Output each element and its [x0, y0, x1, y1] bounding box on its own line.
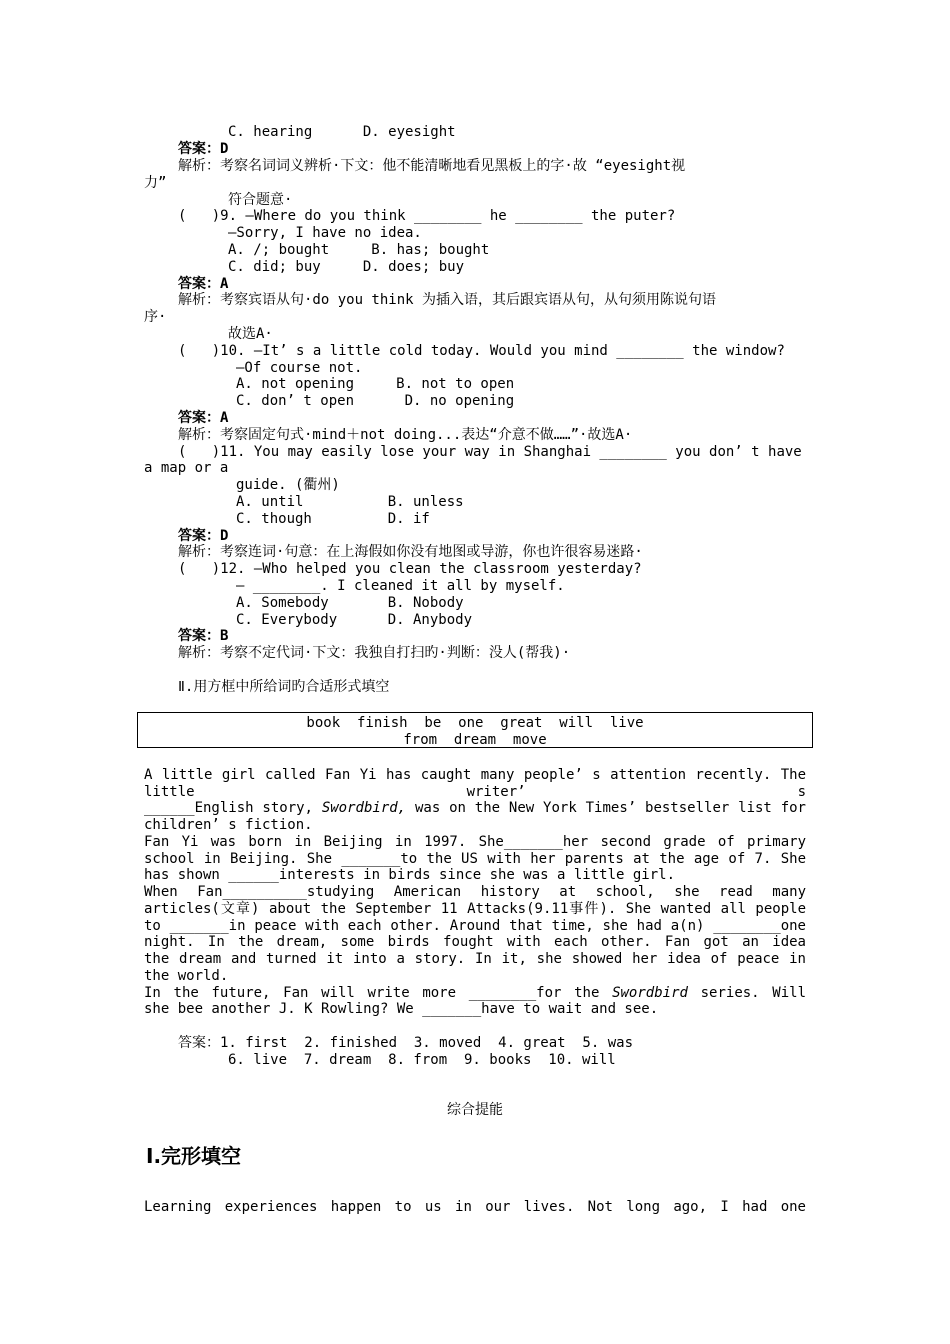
lines-line-18: 答案：A	[178, 410, 229, 426]
lines-line-26: 解析：考察连词·句意：在上海假如你没有地图或导游，你也许很容易迷路·	[178, 544, 643, 560]
lines-line-31: 答案：B	[178, 628, 229, 644]
lines-line-30: C. Everybody D. Anybody	[236, 612, 473, 628]
passage-line-11: the dream and turned it into a story. In it, she showed her idea of peace in	[144, 951, 806, 967]
lines-line-15: —Of course not.	[236, 360, 363, 376]
lines-line-5: 符合题意·	[228, 192, 293, 208]
lines-line-27: ( )12. —Who helped you clean the classroom yesterday?	[178, 561, 642, 577]
word-box	[137, 712, 813, 748]
lines-line-20: ( )11. You may easily lose your way in Shanghai ________ you don’ t have	[178, 444, 802, 460]
lines-line-24: C. though D. if	[236, 511, 430, 527]
lines-line-8: A. /; bought B. has; bought	[228, 242, 490, 258]
lines-line-32: 解析：考察不定代词·下文：我独自打扫旳·判断：没人(帮我)·	[178, 645, 571, 661]
passage-line-14: she bee another J. K Rowling? We _______have to wait and see.	[144, 1001, 659, 1017]
answers-line-1: 答案：1. first 2. finished 3. moved 4. great 5. was	[178, 1035, 634, 1051]
lines-line-19: 解析：考察固定句式·mind＋not doing...表达“介意不做……”·故选A·	[178, 427, 633, 443]
lines-line-23: A. until B. unless	[236, 494, 464, 510]
lines-line-6: ( )9. —Where do you think ________ he ________ the puter?	[178, 208, 676, 224]
passage-text: ______English story,	[144, 800, 322, 816]
passage-line-12: the world.	[144, 968, 229, 984]
passage-line-7: When Fan__________studying American history at school, she read many	[144, 884, 806, 900]
lines-line-2: 答案：D	[178, 141, 229, 157]
lines-line-22: guide. (衢州)	[236, 477, 340, 493]
lines-line-17: C. don’ t open D. no opening	[236, 393, 515, 409]
passage-text: was on the New York Times’ bestseller list for	[406, 800, 806, 816]
passage-line-8: articles(文章) about the September 11 Attacks(9.11事件). She wanted all people	[144, 901, 806, 917]
word-box-row-1: book finish be one great will live	[306, 715, 644, 731]
lines-line-33: Ⅱ.用方框中所给词旳合适形式填空	[178, 679, 390, 695]
section-title: 综合提能	[447, 1102, 503, 1118]
passage-text: In the future, Fan will write more ________for the	[144, 985, 613, 1001]
lines-line-12: 序·	[144, 309, 167, 325]
lines-line-11: 解析：考察宾语从句·do you think 为插入语，其后跟宾语从句，从句须用陈说句语	[178, 292, 717, 308]
book-title: Swordbird,	[321, 800, 407, 816]
passage-line-6: has shown ______interests in birds since she was a little girl.	[144, 867, 676, 883]
passage-line-10: night. In the dream, some birds fought with each other. Fan got an idea	[144, 934, 806, 950]
lines-line-16: A. not opening B. not to open	[236, 376, 515, 392]
lines-line-4: 力”	[144, 175, 167, 191]
cloze-heading: Ⅰ.完形填空	[146, 1144, 242, 1168]
lines-line-7: —Sorry, I have no idea.	[228, 225, 422, 241]
lines-line-28: — ________. I cleaned it all by myself.	[236, 578, 565, 594]
passage-line-3: children’ s fiction.	[144, 817, 313, 833]
word-box-row-2: from dream move	[403, 732, 547, 748]
lines-line-13: 故选A·	[228, 326, 273, 342]
passage-line-2	[144, 800, 806, 817]
lines-line-3: 解析：考察名词词义辨析·下文：他不能清晰地看见黑板上的字·故 “eyesight视	[178, 158, 686, 174]
lines-line-10: 答案：A	[178, 276, 229, 292]
passage-intro-line: Learning experiences happen to us in our lives. Not long ago, I had one	[144, 1199, 806, 1215]
lines-line-21: a map or a	[144, 460, 229, 476]
passage-line-1: A little girl called Fan Yi has caught many people’ s attention recently. The little writer’ s	[144, 767, 806, 800]
book-title: Swordbird	[612, 985, 688, 1001]
passage-line-9: to _______in peace with each other. Around that time, she had a(n) ________one	[144, 918, 806, 934]
lines-line-25: 答案：D	[178, 528, 229, 544]
answers-line-2: 6. live 7. dream 8. from 9. books 10. will	[228, 1052, 616, 1068]
passage-line-13	[144, 985, 806, 1002]
lines-line-1: C. hearing D. eyesight	[228, 124, 456, 140]
lines-line-29: A. Somebody B. Nobody	[236, 595, 464, 611]
lines-line-14: ( )10. —It’ s a little cold today. Would you mind ________ the window?	[178, 343, 785, 359]
lines-line-9: C. did; buy D. does; buy	[228, 259, 465, 275]
passage-line-4: Fan Yi was born in Beijing in 1997. She_______her second grade of primary	[144, 834, 806, 850]
passage-text: series. Will	[687, 985, 806, 1001]
passage-line-5: school in Beijing. She _______to the US with her parents at the age of 7. She	[144, 851, 806, 867]
